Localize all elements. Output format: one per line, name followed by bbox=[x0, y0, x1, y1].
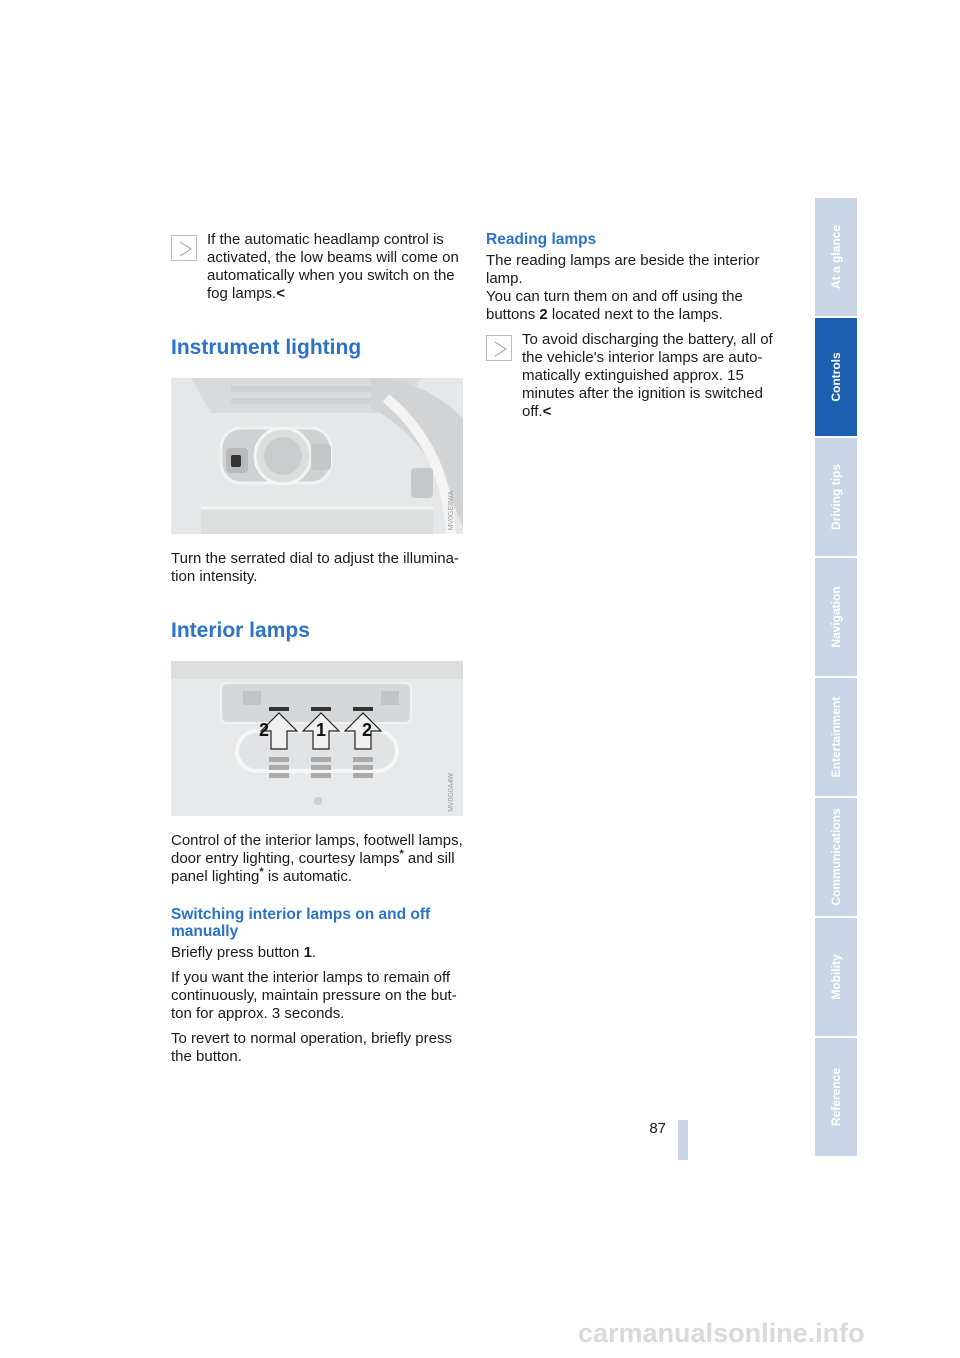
tab-at-a-glance[interactable]: At a glance bbox=[815, 198, 857, 316]
interior-lamps-text: Control of the interior lamps, footwell lamps, door entry lighting, courtesy lamps* and sill panel lighting* is automatic. bbox=[171, 832, 463, 885]
note-fog-lamps bbox=[171, 231, 463, 303]
figure-interior-lamps bbox=[171, 661, 463, 816]
note-arrow-icon bbox=[486, 335, 512, 361]
page-number: 87 bbox=[649, 1120, 666, 1137]
chapter-tab-bar bbox=[815, 198, 857, 1160]
reading-lamps-text-2: You can turn them on and off using the buttons 2 located next to the lamps. bbox=[486, 288, 743, 323]
tab-controls[interactable]: Controls bbox=[815, 318, 857, 436]
tab-reference[interactable]: Reference bbox=[815, 1038, 857, 1156]
tab-driving-tips[interactable]: Driving tips bbox=[815, 438, 857, 556]
heading-reading-lamps: Reading lamps bbox=[486, 231, 597, 248]
switching-step-2: If you want the interior lamps to remain off continuously, maintain pressure on the but-ton for approx. 3 seconds. bbox=[171, 969, 457, 1022]
heading-interior-lamps: Interior lamps bbox=[171, 619, 310, 642]
dashboard-light-switch-illustration bbox=[171, 378, 463, 534]
heading-instrument-lighting: Instrument lighting bbox=[171, 336, 362, 359]
figure-instrument-lighting bbox=[171, 378, 463, 534]
tab-navigation[interactable]: Navigation bbox=[815, 558, 857, 676]
figure-code: MV0G0A4W bbox=[448, 773, 455, 812]
page-number-bar bbox=[678, 1120, 688, 1160]
switching-step-3: To revert to normal operation, briefly press the button. bbox=[171, 1030, 452, 1065]
note-battery bbox=[486, 331, 778, 421]
tab-mobility[interactable]: Mobility bbox=[815, 918, 857, 1036]
switching-step-1: Briefly press button 1. bbox=[171, 944, 317, 961]
note-battery-text: To avoid discharging the battery, all of the vehicle's interior lamps are auto-matically extinguished approx. 15 minutes after the ignition is switched off. bbox=[522, 331, 773, 420]
watermark: carmanualsonline.info bbox=[578, 1318, 865, 1348]
tab-communications[interactable]: Communications bbox=[815, 798, 857, 916]
instrument-lighting-text: Turn the serrated dial to adjust the illumina-tion intensity. bbox=[171, 550, 459, 585]
end-mark: < bbox=[542, 403, 552, 420]
note-arrow-icon bbox=[171, 235, 197, 261]
figure-code: MV0GE8WA bbox=[448, 490, 455, 530]
end-mark: < bbox=[276, 285, 285, 302]
arrow-label-button-2-right: 2 bbox=[362, 720, 373, 740]
left-column bbox=[171, 231, 463, 1073]
heading-switching-manually: Switching interior lamps on and off manually bbox=[171, 906, 431, 940]
optional-equipment-star: * bbox=[259, 866, 264, 878]
note-fog-lamps-text: If the automatic headlamp control is activated, the low beams will come on automatically when you switch on the fog lamps. bbox=[207, 231, 459, 302]
optional-equipment-star: * bbox=[399, 848, 404, 860]
right-column bbox=[486, 231, 778, 428]
reading-lamps-text-1: The reading lamps are beside the interior lamp. bbox=[486, 252, 760, 287]
arrow-label-button-1: 1 bbox=[316, 720, 327, 740]
arrow-label-button-2-left: 2 bbox=[259, 720, 270, 740]
tab-entertainment[interactable]: Entertainment bbox=[815, 678, 857, 796]
